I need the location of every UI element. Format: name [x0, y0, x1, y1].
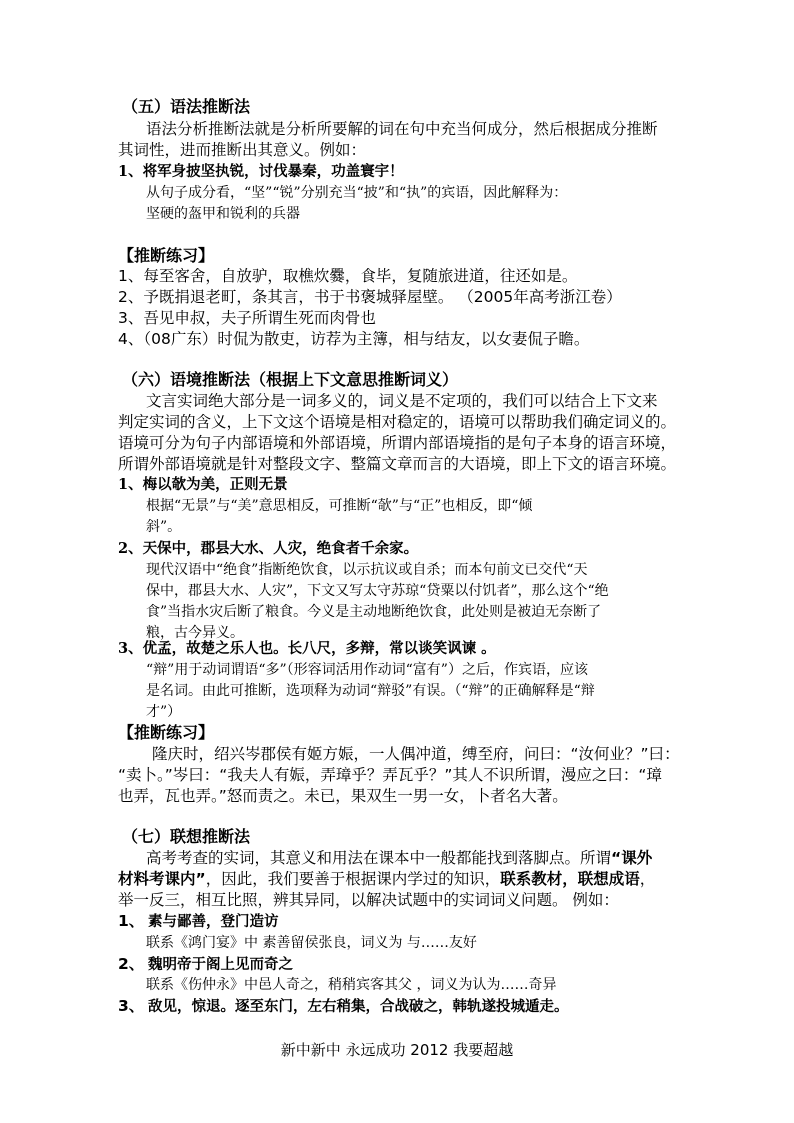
practice-2-heading: 【推断练习】 [118, 723, 215, 742]
s7-intro-2-emphasis-b: 联系教材，联想成语 [500, 870, 640, 888]
s7-example-3-title: 敌见，惊退。逐至东门，左右稍集，合战破之，韩轨遂投城遁走。 [148, 998, 569, 1015]
s6-intro-line: 判定实词的含义，上下文这个语境是相对稳定的，语境可以帮助我们确定词义的。 [118, 413, 677, 431]
s7-example-3-number: 3、 [118, 997, 145, 1015]
practice-1-item: 3、吾见申叔，夫子所谓生死而肉骨也 [118, 309, 376, 327]
s6-example-3-note: 才”） [146, 704, 182, 720]
s5-example-1-title: 1、将军身披坚执锐，讨伐暴秦，功盖寰宇！ [118, 163, 404, 180]
practice-2-line: 隆庆时，绍兴岑郡侯有姬方娠，一人偶冲道，缚至府，问曰：“汝何业？”曰： [152, 745, 680, 763]
s6-example-1-note: 根据“无景”与“美”意思相反，可推断“欹”与“正”也相反，即“倾 [146, 498, 533, 514]
practice-1-heading: 【推断练习】 [118, 246, 215, 265]
s7-intro-2-emphasis-a: 材料考课内” [118, 870, 206, 888]
s7-intro-line-1 [146, 848, 652, 869]
s7-intro-1-emphasis: “课外 [611, 849, 653, 867]
s7-intro-2-text: ，因此，我们要善于根据课内学过的知识， [205, 870, 501, 888]
s5-example-1-note-2: 坚硬的盔甲和锐利的兵器 [146, 206, 300, 222]
page-footer: 新中新中 永远成功 2012 我要超越 [280, 1041, 514, 1059]
practice-1-item: 4、（08广东）时侃为散吏，访荐为主簿，相与结友，以女妻侃子瞻。 [118, 330, 590, 348]
s6-example-3-note: “辩”用于动词谓语“多”（形容词活用作动词“富有”）之后，作宾语，应该 [146, 662, 588, 678]
s7-example-1-number: 1、 [118, 912, 145, 930]
s6-example-2-note: 食”当指水灾后断了粮食。今义是主动地断绝饮食，此处则是被迫无奈断了 [146, 604, 602, 620]
s6-example-3-title: 3、优孟，故楚之乐人也。长八尺，多辩，常以谈笑讽谏 。 [118, 640, 496, 657]
s7-intro-1-text: 高考考查的实词，其意义和用法在课本中一般都能找到落脚点。所谓 [146, 849, 612, 867]
s7-example-1-title: 素与鄙善，登门造访 [148, 913, 279, 930]
s7-example-1 [118, 911, 279, 932]
s7-example-2-number: 2、 [118, 955, 145, 973]
s6-example-3-note: 是名词。由此可推断，选项释为动词“辩驳”有误。（“辩”的正确解释是“辩 [146, 683, 595, 699]
s6-example-1-note: 斜”。 [146, 519, 182, 535]
practice-2-line: 也弄，瓦也弄。”怒而责之。未已，果双生一男一女，卜者名大著。 [118, 787, 568, 805]
s7-example-3 [118, 996, 569, 1017]
s5-example-1-note-1: 从句子成分看，“坚”“锐”分别充当“披”和“执”的宾语，因此解释为： [146, 185, 568, 201]
s7-intro-line-3: 举一反三，相互比照，辨其异同，以解决试题中的实词词义问题。 例如： [118, 891, 619, 909]
s6-intro-line: 所谓外部语境就是针对整段文字、整篇文章而言的大语境，即上下文的语言环境。 [118, 455, 677, 473]
practice-1-item: 1、每至客舍，自放驴，取樵炊爨，食毕，复随旅进道，往还如是。 [118, 267, 578, 285]
s6-example-2-note: 粮，古今异义。 [146, 625, 244, 641]
s6-example-2-title: 2、天保中，郡县大水、人灾，绝食者千余家。 [118, 540, 419, 557]
s7-intro-2-comma: ， [639, 870, 656, 888]
s6-intro-line: 语境可分为句子内部语境和外部语境，所谓内部语境指的是句子本身的语言环境， [118, 434, 677, 452]
s6-example-1-title: 1、梅以欹为美，正则无景 [118, 476, 288, 493]
section-5-heading: （五）语法推断法 [122, 97, 251, 116]
section-6-heading: （六）语境推断法（根据上下文意思推断词义） [122, 370, 459, 389]
s6-example-2-note: 现代汉语中“绝食”指断绝饮食，以示抗议或自杀；而本句前文已交代“天 [146, 562, 588, 578]
s6-intro-line: 文言实词绝大部分是一词多义的，词义是不定项的，我们可以结合上下文来 [146, 392, 658, 410]
s7-intro-line-2 [118, 869, 655, 890]
s5-intro-line-2: 其词性，进而推断出其意义。例如： [118, 141, 367, 159]
practice-1-item: 2、予既捐退老町，条其言，书于书褒城驿屋壁。 （2005年高考浙江卷） [118, 288, 622, 306]
s7-example-1-note: 联系《鸿门宴》中 素善留侯张良，词义为 与……友好 [146, 935, 477, 951]
s7-example-2-title: 魏明帝于阁上见而奇之 [148, 956, 293, 973]
practice-2-line: “卖卜。”岑曰：“我夫人有娠，弄璋乎？弄瓦乎？”其人不识所谓，漫应之曰：“璋 [118, 766, 662, 784]
section-7-heading: （七）联想推断法 [122, 827, 251, 846]
s7-example-2-note: 联系《伤仲永》中邑人奇之，稍稍宾客其父 ，词义为认为……奇异 [146, 977, 557, 993]
s6-example-2-note: 保中，郡县大水、人灾”，下文又写太守苏琼“贷粟以付饥者”，那么这个“绝 [146, 583, 609, 599]
s7-example-2 [118, 954, 293, 975]
s5-intro-line-1: 语法分析推断法就是分析所要解的词在句中充当何成分，然后根据成分推断 [146, 120, 658, 138]
